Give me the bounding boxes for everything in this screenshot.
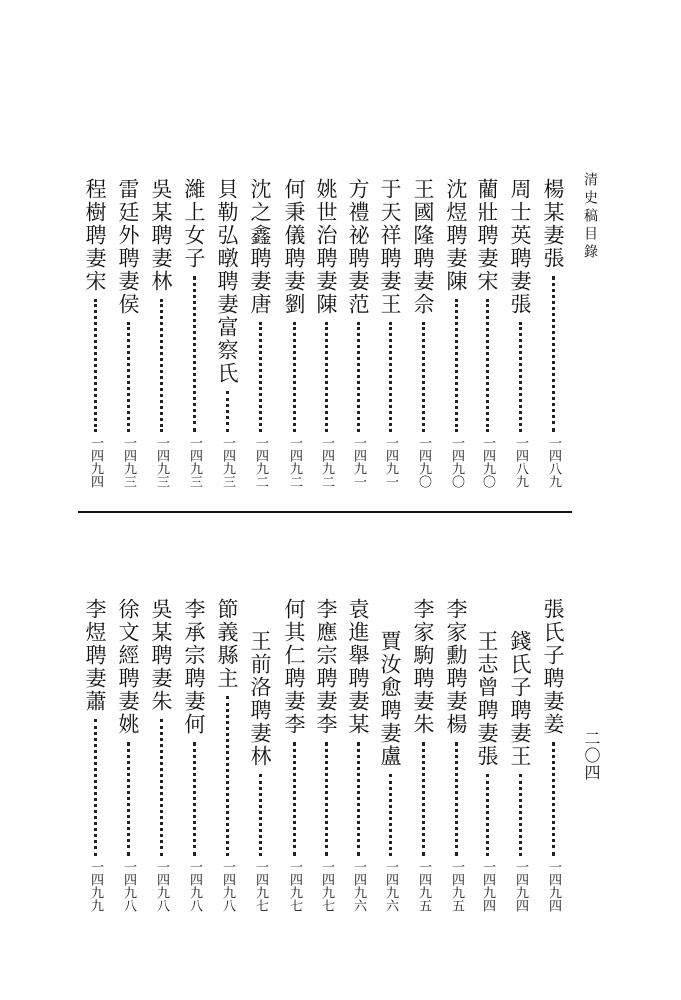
toc-entry xyxy=(343,598,373,912)
dot-leader xyxy=(552,742,555,856)
dot-leader xyxy=(357,742,360,856)
toc-entry xyxy=(375,178,405,488)
entry-page-number: 一四九〇 xyxy=(480,436,495,488)
entry-name: 沈煜聘妻陳 xyxy=(444,178,468,293)
entry-page-number: 一四九三 xyxy=(154,436,169,488)
dot-leader xyxy=(389,774,392,856)
entry-name: 李家駒聘妻朱 xyxy=(411,598,435,736)
toc-entry xyxy=(408,178,438,488)
entry-name: 周士英聘妻張 xyxy=(508,178,532,316)
toc-entry xyxy=(538,178,568,488)
dot-leader xyxy=(127,322,130,432)
toc-entry xyxy=(441,178,471,488)
section-divider xyxy=(78,511,572,513)
entry-name: 雷廷外聘妻侯 xyxy=(116,178,140,316)
dot-leader xyxy=(552,276,555,432)
toc-entry xyxy=(538,598,568,912)
dot-leader xyxy=(193,276,196,432)
entry-page-number: 一四八九 xyxy=(546,436,561,488)
entry-name: 李家勳聘妻楊 xyxy=(444,598,468,736)
entry-name: 徐文經聘妻姚 xyxy=(116,598,140,736)
toc-entry xyxy=(113,178,143,488)
dot-leader xyxy=(325,322,328,432)
entry-name: 于天祥聘妻王 xyxy=(378,178,402,316)
toc-entry xyxy=(408,598,438,912)
entry-name: 賈汝愈聘妻盧 xyxy=(378,630,402,768)
entry-page-number: 一四九五 xyxy=(416,860,431,912)
dot-leader xyxy=(486,299,489,432)
entry-page-number: 一四八九 xyxy=(513,436,528,488)
entry-page-number: 一四九四 xyxy=(480,860,495,912)
dot-leader xyxy=(94,719,97,856)
dot-leader xyxy=(226,391,229,432)
dot-leader xyxy=(226,696,229,856)
entry-name: 李煜聘妻蕭 xyxy=(83,598,107,713)
entry-page-number: 一四九七 xyxy=(253,860,268,912)
entry-page-number: 一四九八 xyxy=(154,860,169,912)
toc-entry xyxy=(212,178,242,488)
toc-entry xyxy=(343,178,373,488)
dot-leader xyxy=(325,742,328,856)
toc-entry xyxy=(212,598,242,912)
entry-page-number: 一四九二 xyxy=(287,436,302,488)
dot-leader xyxy=(357,322,360,432)
dot-leader xyxy=(259,322,262,432)
dot-leader xyxy=(422,742,425,856)
dot-leader xyxy=(193,742,196,856)
entry-name: 吳某聘妻林 xyxy=(149,178,173,293)
dot-leader xyxy=(422,322,425,432)
entry-page-number: 一四九七 xyxy=(319,860,334,912)
entry-page-number: 一四九四 xyxy=(513,860,528,912)
toc-entry xyxy=(441,598,471,912)
toc-entry xyxy=(80,598,110,912)
entry-name: 李承宗聘妻何 xyxy=(182,598,206,736)
entry-page-number: 一四九九 xyxy=(88,860,103,912)
book-title: 清史稿目錄 xyxy=(582,172,598,262)
entry-page-number: 一四九一 xyxy=(383,436,398,488)
entry-page-number: 一四九一 xyxy=(351,436,366,488)
toc-entry xyxy=(311,178,341,488)
dot-leader xyxy=(293,322,296,432)
toc-entry xyxy=(472,630,502,912)
toc-entry xyxy=(505,630,535,912)
toc-entry xyxy=(146,598,176,912)
entry-page-number: 一四九八 xyxy=(220,860,235,912)
toc-entry xyxy=(179,178,209,488)
entry-name: 王國隆聘妻佘 xyxy=(411,178,435,316)
entry-name: 藺壯聘妻宋 xyxy=(475,178,499,293)
dot-leader xyxy=(94,299,97,432)
page-number: 二〇四 xyxy=(582,730,601,781)
entry-page-number: 一四九三 xyxy=(220,436,235,488)
entry-page-number: 一四九〇 xyxy=(449,436,464,488)
dot-leader xyxy=(455,742,458,856)
entry-page-number: 一四九四 xyxy=(546,860,561,912)
entry-name: 張氏子聘妻姜 xyxy=(541,598,565,736)
entry-name: 程樹聘妻宋 xyxy=(83,178,107,293)
toc-entry xyxy=(146,178,176,488)
entry-name: 姚世治聘妻陳 xyxy=(314,178,338,316)
entry-name: 貝勒弘暾聘妻富察氏 xyxy=(215,178,239,385)
dot-leader xyxy=(455,299,458,432)
entry-page-number: 一四九八 xyxy=(121,860,136,912)
entry-page-number: 一四九四 xyxy=(88,436,103,488)
dot-leader xyxy=(160,299,163,432)
entry-name: 濰上女子 xyxy=(182,178,206,270)
entry-name: 沈之鑫聘妻唐 xyxy=(248,178,272,316)
entry-page-number: 一四九二 xyxy=(253,436,268,488)
entry-page-number: 一四九三 xyxy=(121,436,136,488)
toc-entry xyxy=(375,630,405,912)
dot-leader xyxy=(519,322,522,432)
toc-entry xyxy=(245,630,275,912)
entry-page-number: 一四九七 xyxy=(287,860,302,912)
toc-entry xyxy=(245,178,275,488)
entry-page-number: 一四九二 xyxy=(319,436,334,488)
toc-entry xyxy=(279,178,309,488)
toc-entry xyxy=(311,598,341,912)
toc-entry xyxy=(80,178,110,488)
dot-leader xyxy=(259,774,262,856)
entry-name: 方禮祕聘妻范 xyxy=(346,178,370,316)
entry-page-number: 一四九〇 xyxy=(416,436,431,488)
entry-name: 王前洛聘妻林 xyxy=(248,630,272,768)
dot-leader xyxy=(160,719,163,856)
toc-entry xyxy=(472,178,502,488)
entry-name: 節義縣主 xyxy=(215,598,239,690)
entry-page-number: 一四九八 xyxy=(187,860,202,912)
toc-entry xyxy=(279,598,309,912)
entry-name: 吳某聘妻朱 xyxy=(149,598,173,713)
entry-page-number: 一四九五 xyxy=(449,860,464,912)
dot-leader xyxy=(519,774,522,856)
dot-leader xyxy=(486,774,489,856)
dot-leader xyxy=(389,322,392,432)
entry-name: 何秉儀聘妻劉 xyxy=(282,178,306,316)
entry-page-number: 一四九三 xyxy=(187,436,202,488)
toc-entry xyxy=(113,598,143,912)
entry-name: 李應宗聘妻李 xyxy=(314,598,338,736)
entry-page-number: 一四九六 xyxy=(351,860,366,912)
entry-name: 王志曾聘妻張 xyxy=(475,630,499,768)
toc-entry xyxy=(179,598,209,912)
dot-leader xyxy=(293,742,296,856)
entry-page-number: 一四九六 xyxy=(383,860,398,912)
entry-name: 錢氏子聘妻王 xyxy=(508,630,532,768)
toc-entry xyxy=(505,178,535,488)
entry-name: 何其仁聘妻李 xyxy=(282,598,306,736)
entry-name: 楊某妻張 xyxy=(541,178,565,270)
entry-name: 袁進舉聘妻某 xyxy=(346,598,370,736)
dot-leader xyxy=(127,742,130,856)
